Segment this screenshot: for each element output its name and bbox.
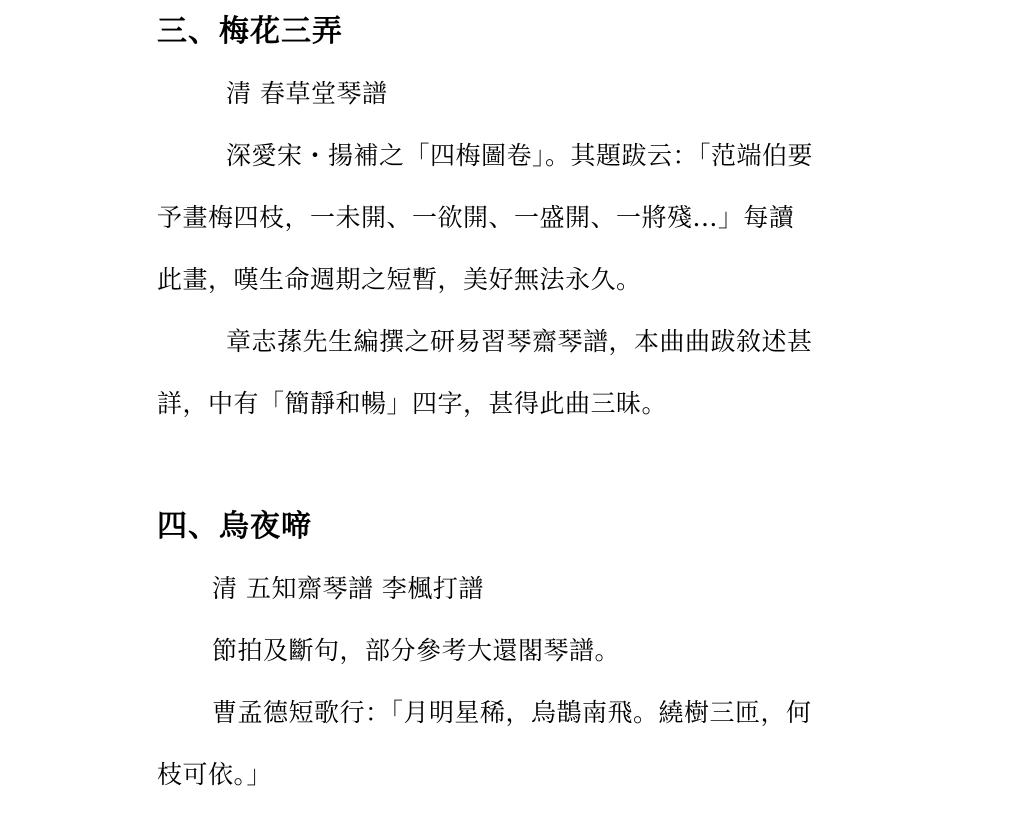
section-3-paragraph-1-line-1: 深愛宋・揚補之「四梅圖卷」。其題跋云：「范端伯要 — [226, 141, 814, 170]
section-3-paragraph-1-line-3: 此畫，嘆生命週期之短暫，美好無法永久。 — [157, 265, 642, 294]
section-4-source: 清 五知齋琴譜 李楓打譜 — [212, 574, 484, 603]
section-3-paragraph-2-line-1: 章志蓀先生編撰之研易習琴齋琴譜，本曲曲跋敘述甚 — [226, 327, 813, 356]
section-4-paragraph-2-line-2: 枝可依。」 — [157, 760, 273, 789]
section-4-heading: 四、烏夜啼 — [157, 509, 312, 544]
section-4-paragraph-1: 節拍及斷句，部分參考大還閣琴譜。 — [212, 636, 621, 665]
section-3-heading: 三、梅花三弄 — [157, 14, 343, 49]
section-3-paragraph-1-line-2: 予畫梅四枝，一未開、一欲開、一盛開、一將殘...」每讀 — [157, 203, 795, 232]
section-4-paragraph-2-line-1: 曹孟德短歌行：「月明星稀，烏鵲南飛。繞樹三匝，何 — [212, 698, 812, 727]
section-3-paragraph-2-line-2: 詳，中有「簡靜和暢」四字，甚得此曲三昧。 — [157, 389, 668, 418]
section-3-source: 清 春草堂琴譜 — [226, 79, 388, 108]
